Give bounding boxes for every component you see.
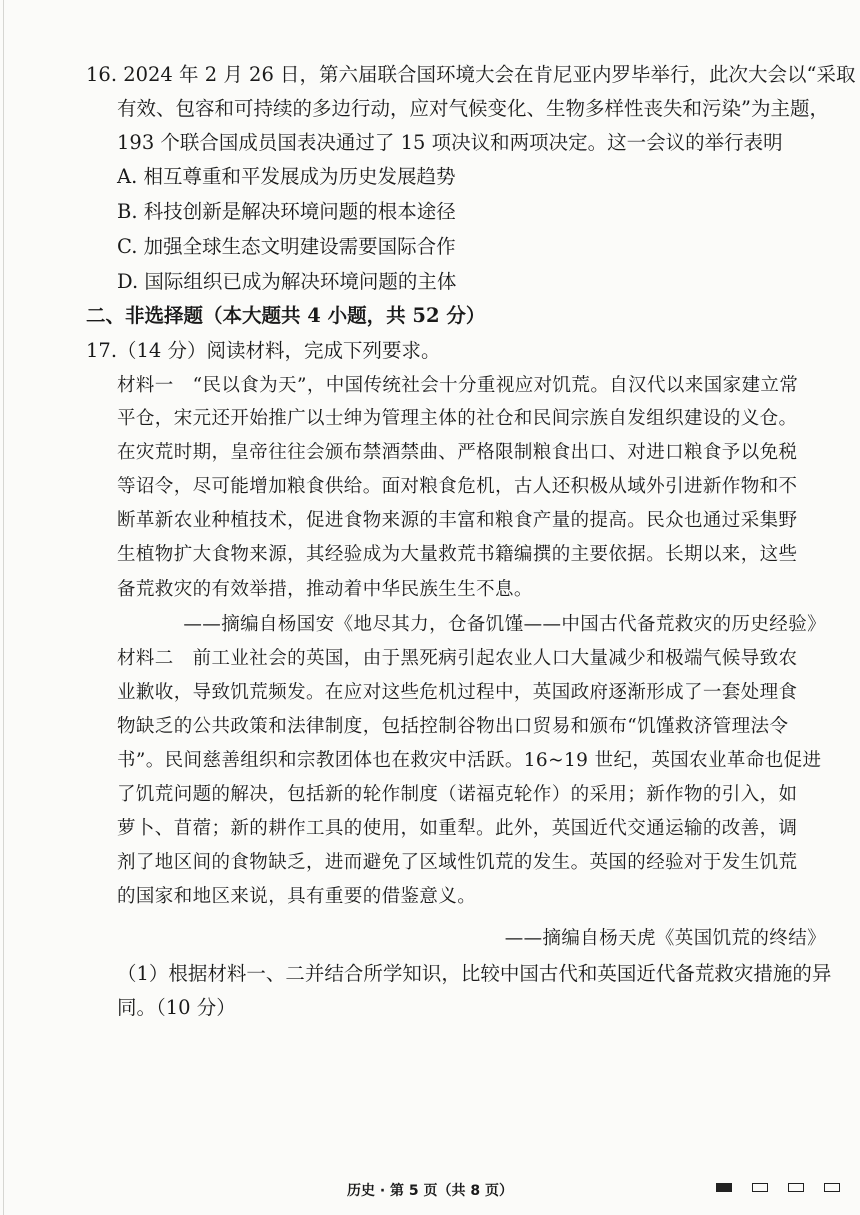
material1-line-6: 生植物扩大食物来源，其经验成为大量救荒书籍编撰的主要依据。长期以来，这些 xyxy=(117,544,798,565)
material2-line-8: 的国家和地区来说，具有重要的借鉴意义。 xyxy=(117,886,477,907)
page-marker-filled xyxy=(716,1183,732,1192)
material2-line-6: 萝卜、苜蓿；新的耕作工具的使用，如重犁。此外，英国近代交通运输的改善，调 xyxy=(117,818,798,839)
q16-option-b: B. 科技创新是解决环境问题的根本途径 xyxy=(117,200,456,223)
material2-line-2: 业歉收，导致饥荒频发。在应对这些危机过程中，英国政府逐渐形成了一套处理食 xyxy=(117,682,798,703)
page-markers xyxy=(716,1183,840,1192)
q17-sub1-line-2: 同。（10 分） xyxy=(117,996,236,1019)
page-footer: 历史 · 第 5 页（共 8 页） xyxy=(346,1183,514,1199)
q16-option-a: A. 相互尊重和平发展成为历史发展趋势 xyxy=(117,165,456,188)
section-heading: 二、非选择题（本大题共 4 小题，共 52 分） xyxy=(86,304,486,327)
material1-line-2: 平仓，宋元还开始推广以士绅为管理主体的社仓和民间宗族自发组织建设的义仓。 xyxy=(117,408,798,429)
material1-line-3: 在灾荒时期，皇帝往往会颁布禁酒禁曲、严格限制粮食出口、对进口粮食予以免税 xyxy=(117,442,798,463)
material1-line-7: 备荒救灾的有效举措，推动着中华民族生生不息。 xyxy=(117,579,533,600)
material2-line-5: 了饥荒问题的解决，包括新的轮作制度（诺福克轮作）的采用；新作物的引入，如 xyxy=(117,784,798,805)
material1-line-4: 等诏令，尽可能增加粮食供给。面对粮食危机，古人还积极从域外引进新作物和不 xyxy=(117,476,798,497)
material1-line-1: 材料一 “民以食为天”，中国传统社会十分重视应对饥荒。自汉代以来国家建立常 xyxy=(117,375,799,396)
q16-line-3: 193 个联合国成员国表决通过了 15 项决议和两项决定。这一会议的举行表明 xyxy=(117,131,783,154)
page-marker-empty xyxy=(752,1183,768,1192)
q16-line-1: 16. 2024 年 2 月 26 日，第六届联合国环境大会在肯尼亚内罗毕举行，此次大会以“采取 xyxy=(86,63,856,86)
q16-line-2: 有效、包容和可持续的多边行动，应对气候变化、生物多样性丧失和污染”为主题， xyxy=(117,97,829,120)
material2-line-7: 剂了地区间的食物缺乏，进而避免了区域性饥荒的发生。英国的经验对于发生饥荒 xyxy=(117,852,798,873)
material2-source: ——摘编自杨天虎《英国饥荒的终结》 xyxy=(504,928,826,949)
q16-option-d: D. 国际组织已成为解决环境问题的主体 xyxy=(117,270,457,293)
page-marker-empty xyxy=(788,1183,804,1192)
material2-line-4: 书”。民间慈善组织和宗教团体也在救灾中活跃。16~19 世纪，英国农业革命也促进 xyxy=(117,750,822,771)
material1-source: ——摘编自杨国安《地尽其力，仓备饥馑——中国古代备荒救灾的历史经验》 xyxy=(183,614,826,635)
page-marker-empty xyxy=(824,1183,840,1192)
q16-option-c: C. 加强全球生态文明建设需要国际合作 xyxy=(117,235,456,258)
q17-sub1-line-1: （1）根据材料一、二并结合所学知识，比较中国古代和英国近代备荒救灾措施的异 xyxy=(117,962,832,985)
page-edge xyxy=(3,0,4,1215)
material2-line-3: 物缺乏的公共政策和法律制度，包括控制谷物出口贸易和颁布“饥馑救济管理法令 xyxy=(117,716,789,737)
material1-line-5: 断革新农业种植技术，促进食物来源的丰富和粮食产量的提高。民众也通过采集野 xyxy=(117,510,798,531)
q17-intro: 17.（14 分）阅读材料，完成下列要求。 xyxy=(86,339,441,362)
material2-line-1: 材料二 前工业社会的英国，由于黑死病引起农业人口大量减少和极端气候导致农 xyxy=(117,648,798,669)
